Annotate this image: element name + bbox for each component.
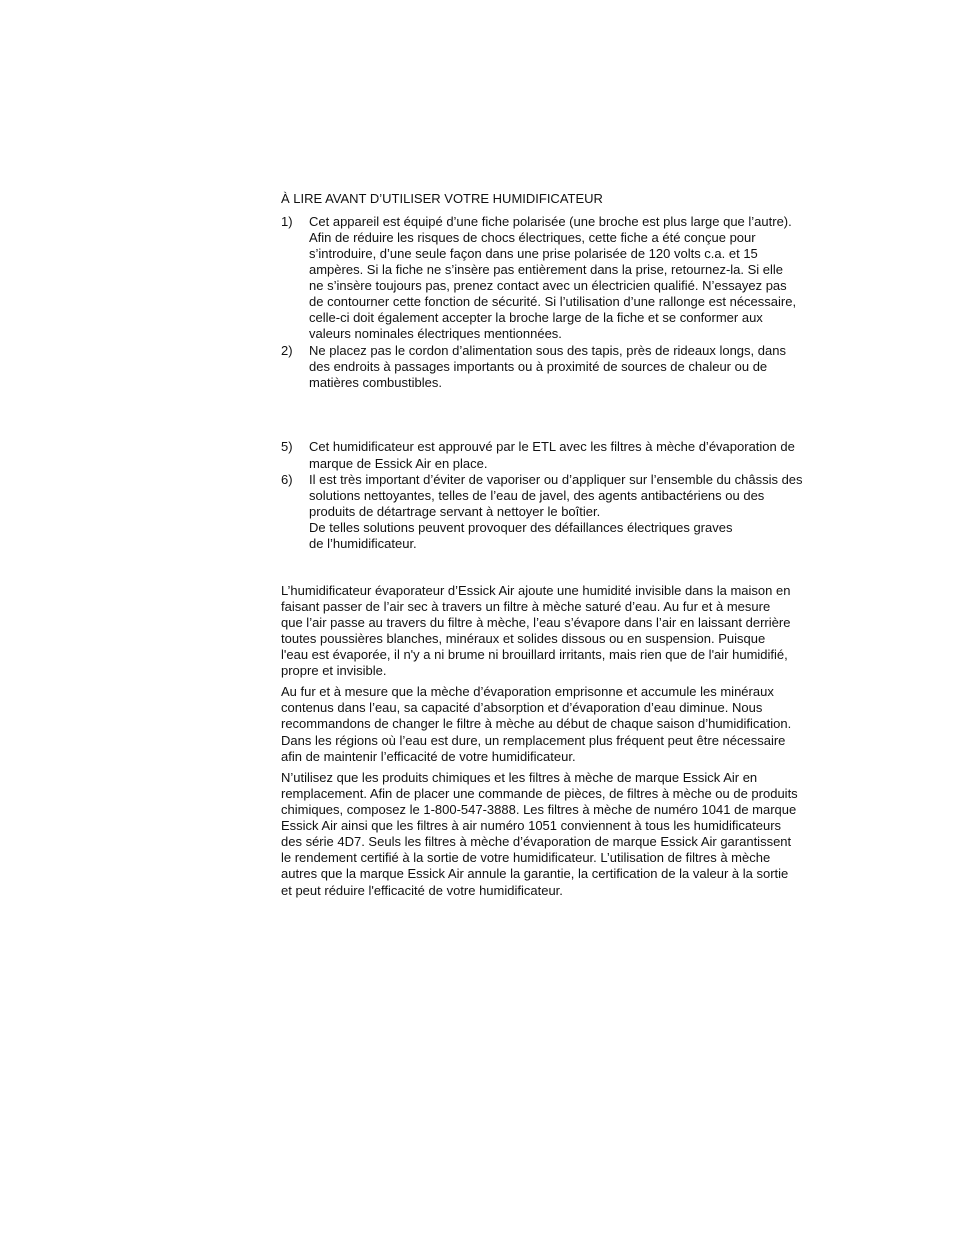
list-item-line: marque de Essick Air en place. — [309, 456, 488, 471]
paragraph-line: Dans les régions où l’eau est dure, un remplacement plus fréquent peut être nécessaire — [281, 733, 786, 748]
list-item-line: produits de détartrage servant à nettoyer le boîtier. — [309, 504, 601, 519]
list-item-line: matières combustibles. — [309, 375, 442, 390]
paragraph-line: le rendement certifié à la sortie de votre humidificateur. L’utilisation de filtres à mèche — [281, 850, 771, 865]
list-item-line: De telles solutions peuvent provoquer des défaillances électriques graves — [309, 520, 733, 535]
list-item-line: des endroits à passages importants ou à proximité de sources de chaleur ou de — [309, 359, 768, 374]
paragraph-line: des série 4D7. Seuls les filtres à mèche d’évaporation de marque Essick Air garantissent — [281, 834, 792, 849]
paragraph-line: que l’air passe au travers du filtre à mèche, l’eau s’évapore dans l’air en laissant derrière — [281, 615, 791, 630]
list-item-line: valeurs nominales électriques mentionnées. — [309, 326, 562, 341]
list-item-number: 6) — [281, 472, 293, 487]
list-item-line: Afin de réduire les risques de chocs électriques, cette fiche a été conçue pour — [309, 230, 756, 245]
paragraph-line: N’utilisez que les produits chimiques et les filtres à mèche de marque Essick Air en — [281, 770, 758, 785]
list-item-line: ne s’insère toujours pas, prenez contact avec un électricien qualifié. N’essayez pas — [309, 278, 787, 293]
paragraph-line: faisant passer de l’air sec à travers un filtre à mèche saturé d’eau. Au fur et à mesure — [281, 599, 771, 614]
list-item-line: celle-ci doit également accepter la broche large de la fiche et se conformer aux — [309, 310, 763, 325]
list-item-number: 1) — [281, 214, 293, 229]
paragraph-line: afin de maintenir l’efficacité de votre humidificateur. — [281, 749, 576, 764]
paragraph-line: et peut réduire l'efficacité de votre humidificateur. — [281, 883, 563, 898]
paragraph-line: contenus dans l’eau, sa capacité d’absorption et d’évaporation d’eau diminue. Nous — [281, 700, 763, 715]
paragraph-line: L’humidificateur évaporateur d’Essick Air ajoute une humidité invisible dans la maison en — [281, 583, 791, 598]
paragraph-line: autres que la marque Essick Air annule la garantie, la certification de la valeur à la sortie — [281, 866, 789, 881]
page-heading: À LIRE AVANT D’UTILISER VOTRE HUMIDIFICATEUR — [281, 191, 603, 206]
list-item-line: solutions nettoyantes, telles de l’eau de javel, des agents antibactériens ou des — [309, 488, 765, 503]
list-item-line: Ne placez pas le cordon d’alimentation sous des tapis, près de rideaux longs, dans — [309, 343, 786, 358]
list-item-line: de contourner cette fonction de sécurité. Si l’utilisation d’une rallonge est nécessaire, — [309, 294, 797, 309]
paragraph-line: remplacement. Afin de placer une commande de pièces, de filtres à mèche ou de produits — [281, 786, 798, 801]
paragraph-line: recommandons de changer le filtre à mèche au début de chaque saison d’humidification. — [281, 716, 792, 731]
paragraph-line: l'eau est évaporée, il n'y a ni brume ni brouillard irritants, mais rien que de l'air humidifié, — [281, 647, 788, 662]
list-item-line: de l’humidificateur. — [309, 536, 417, 551]
list-item-line: Cet humidificateur est approuvé par le ETL avec les filtres à mèche d’évaporation de — [309, 439, 795, 454]
list-item-line: Il est très important d’éviter de vaporiser ou d’appliquer sur l’ensemble du châssis des — [309, 472, 803, 487]
list-item-line: Cet appareil est équipé d’une fiche polarisée (une broche est plus large que l’autre). — [309, 214, 792, 229]
list-item-line: s’introduire, d’une seule façon dans une prise polarisée de 120 volts c.a. et 15 — [309, 246, 758, 261]
list-item-number: 2) — [281, 343, 293, 358]
paragraph-line: toutes poussières blanches, minéraux et solides dissous ou en suspension. Puisque — [281, 631, 766, 646]
paragraph-line: propre et invisible. — [281, 663, 387, 678]
paragraph-line: Au fur et à mesure que la mèche d’évaporation emprisonne et accumule les minéraux — [281, 684, 774, 699]
paragraph-line: Essick Air ainsi que les filtres à air numéro 1051 conviennent à tous les humidificateurs — [281, 818, 782, 833]
list-item-number: 5) — [281, 439, 293, 454]
list-item-line: ampères. Si la fiche ne s’insère pas entièrement dans la prise, retournez-la. Si elle — [309, 262, 784, 277]
paragraph-line: chimiques, composez le 1-800-547-3888. Les filtres à mèche de numéro 1041 de marque — [281, 802, 797, 817]
